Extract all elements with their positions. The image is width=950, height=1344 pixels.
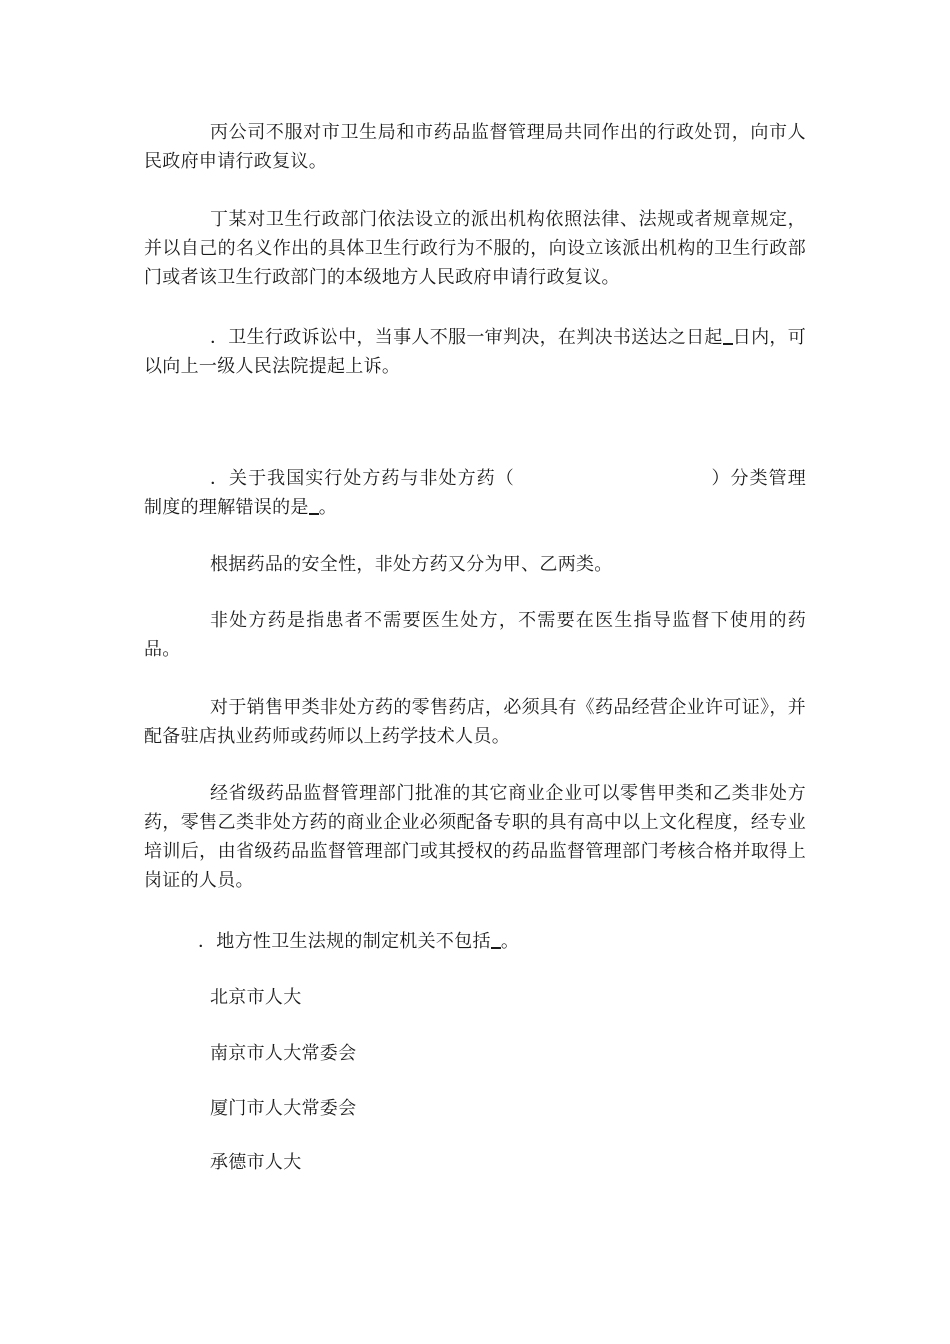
question-5-option: 南京市人大常委会 <box>210 1043 357 1064</box>
question-5-option: 厦门市人大常委会 <box>210 1098 357 1119</box>
question-3 <box>144 323 806 381</box>
paragraph-option-c: 丙公司不服对市卫生局和市药品监督管理局共同作出的行政处罚，向市人民政府申请行政复议。 <box>144 122 806 172</box>
answer-blank <box>309 493 319 515</box>
question-5 <box>198 927 519 956</box>
question-5-option: 承德市人大 <box>210 1152 302 1173</box>
question-4-text: ．关于我国实行处方药与非处方药（ <box>210 468 515 489</box>
paragraph-option-d: 丁某对卫生行政部门依法设立的派出机构依照法律、法规或者规章规定，并以自己的名义作出的具体卫生行政行为不服的，向设立该派出机构的卫生行政部门或者该卫生行政部门的本级地方人民政府申请行政复议。 <box>144 209 806 288</box>
question-5-text: ．地方性卫生法规的制定机关不包括 <box>198 931 491 952</box>
question-4-option: 非处方药是指患者不需要医生处方，不需要在医生指导监督下使用的药品。 <box>144 610 806 660</box>
answer-blank <box>723 323 733 345</box>
question-4-option: 根据药品的安全性，非处方药又分为甲、乙两类。 <box>210 554 613 575</box>
question-4-text-mid: ）分类管理制度的理解错误的是 <box>144 468 807 518</box>
answer-blank <box>491 927 501 949</box>
question-5-text-end: 。 <box>500 931 520 952</box>
question-4-option: 对于销售甲类非处方药的零售药店，必须具有《药品经营企业许可证》，并配备驻店执业药师或药师以上药学技术人员。 <box>144 697 806 747</box>
question-5-option: 北京市人大 <box>210 987 302 1008</box>
question-4 <box>144 464 806 522</box>
question-3-text-end: 日内，可以向上一级人民法院提起上诉。 <box>144 327 806 377</box>
question-4-option: 经省级药品监督管理部门批准的其它商业企业可以零售甲类和乙类非处方药，零售乙类非处方药的商业企业必须配备专职的具有高中以上文化程度，经专业培训后，由省级药品监督管理部门或其授权的药品监督管理部门考核合格并取得上岗证的人员。 <box>144 783 806 891</box>
question-4-text-end: 。 <box>318 497 338 518</box>
question-3-text: ．卫生行政诉讼中，当事人不服一审判决，在判决书送达之日起 <box>210 327 723 348</box>
